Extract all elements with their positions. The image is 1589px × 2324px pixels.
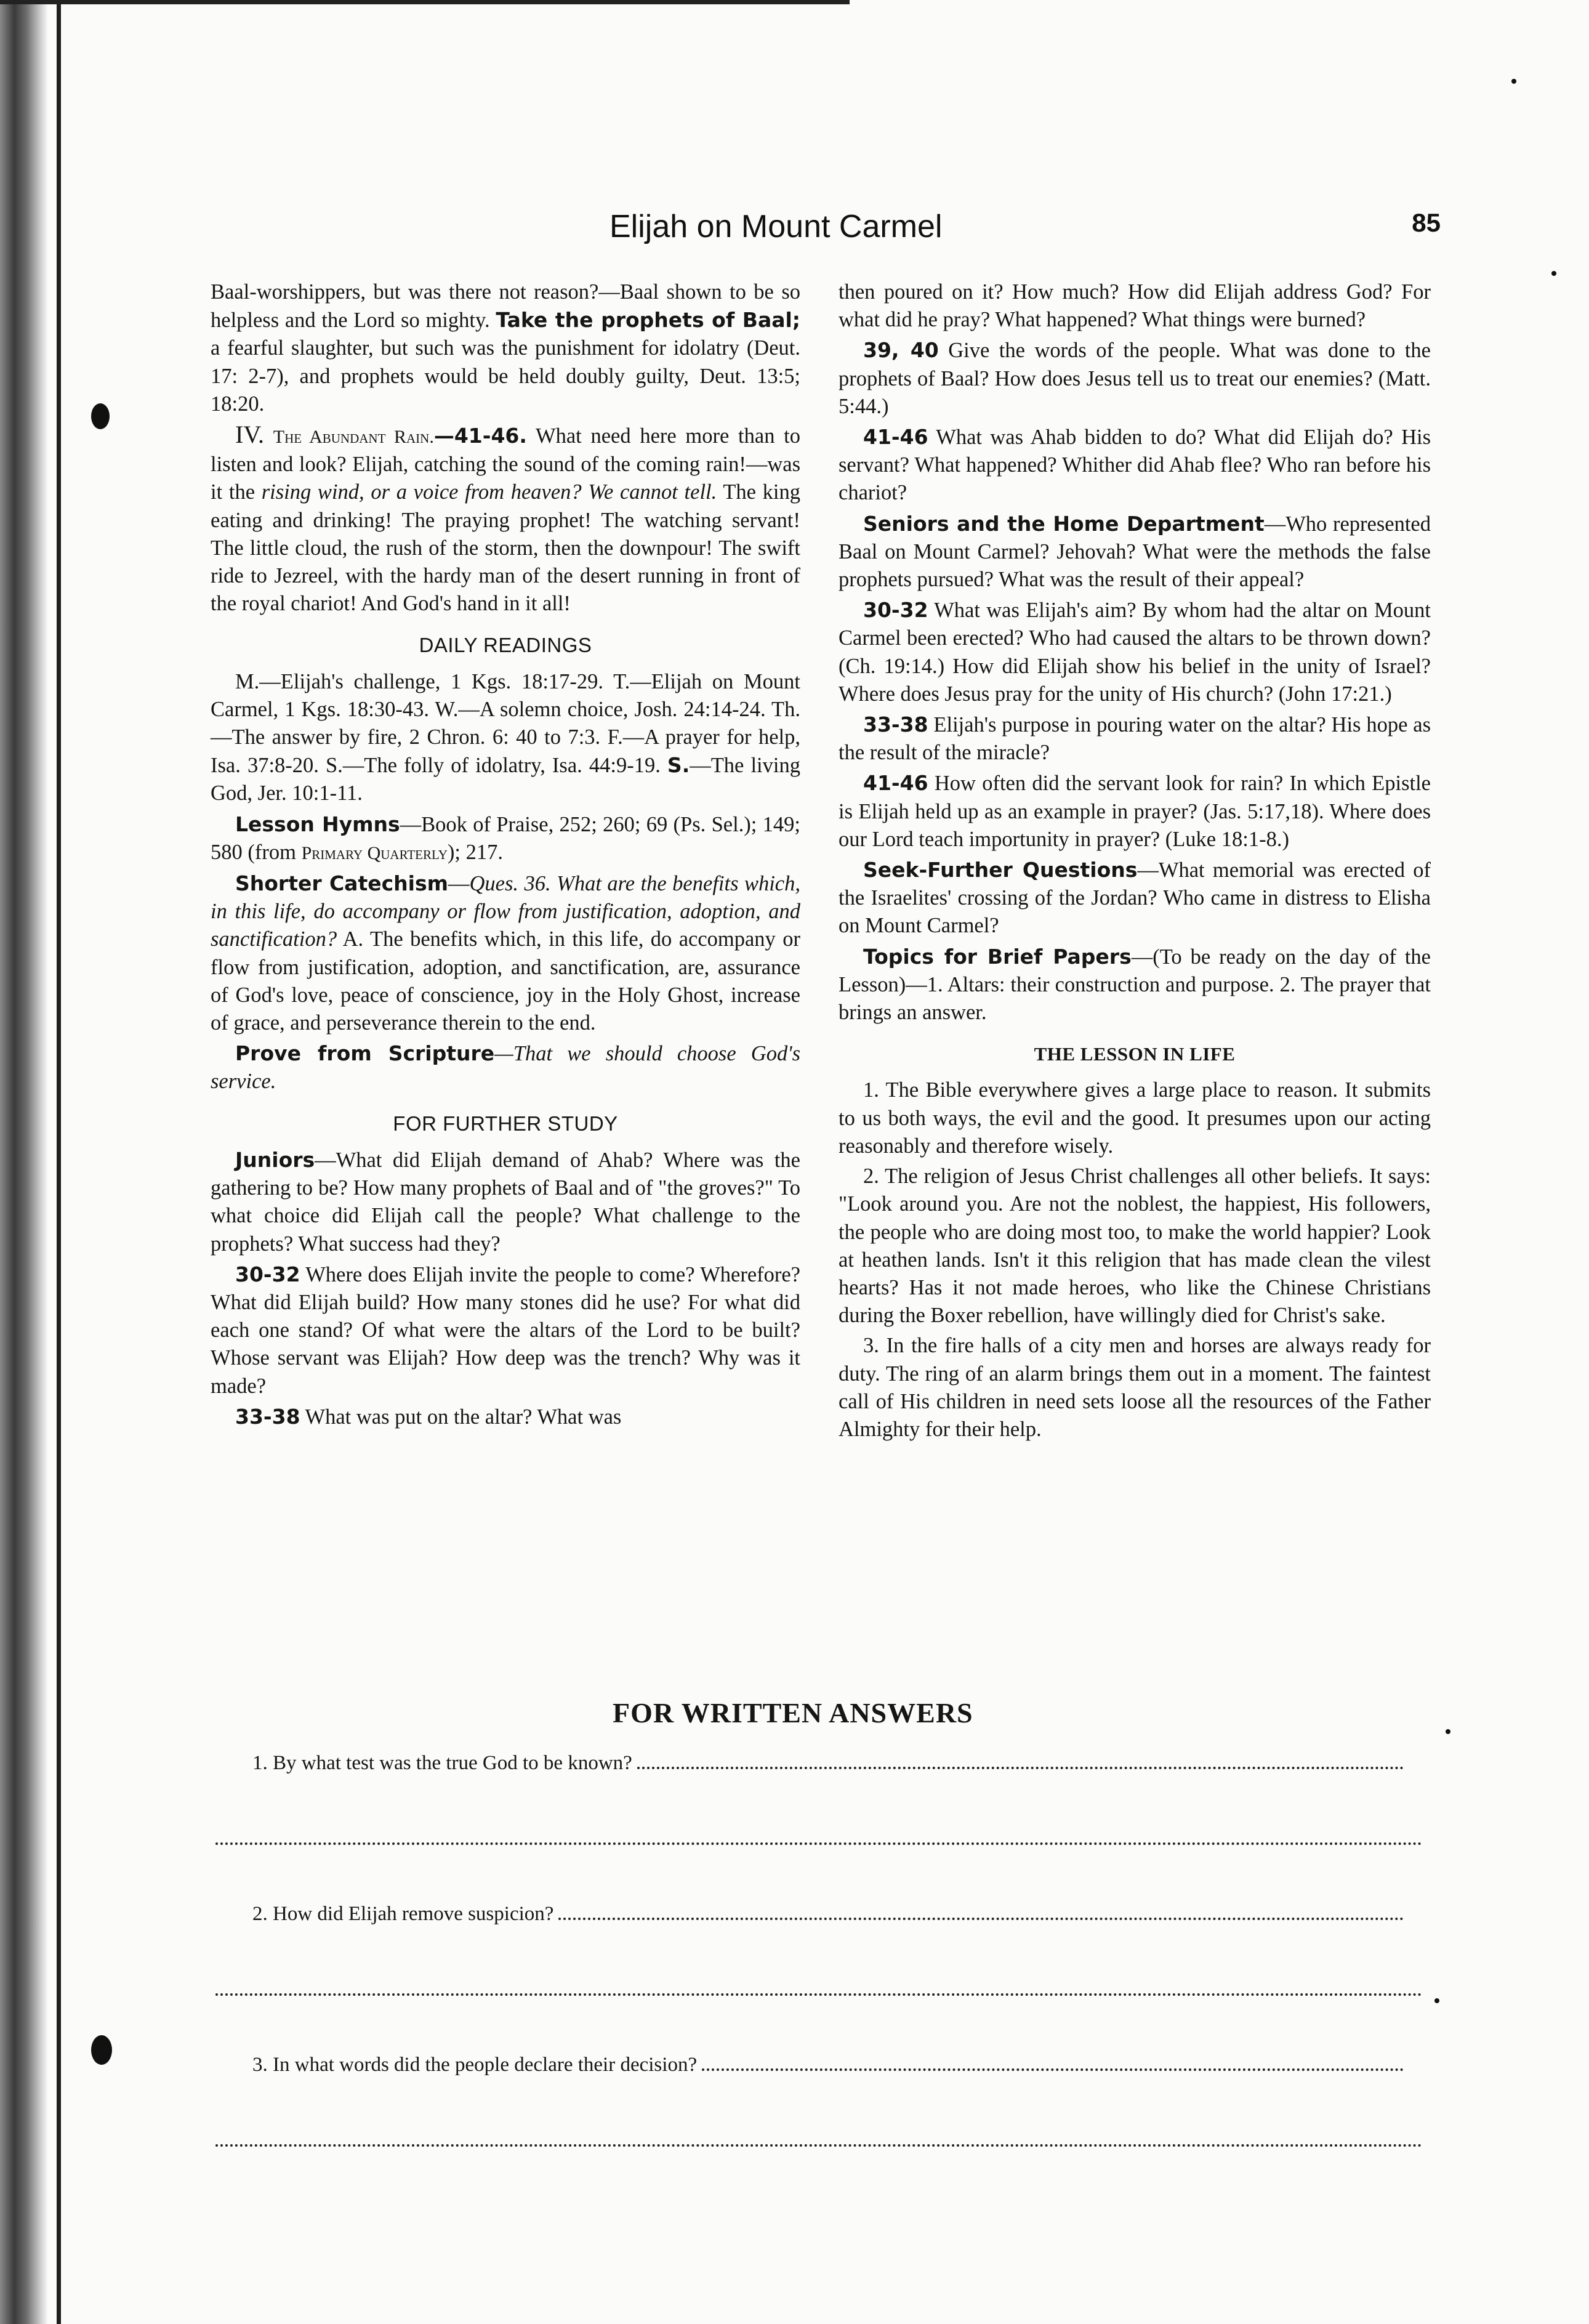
seniors-text: —Who represented Baal on Mount Carmel? Jehovah? What were the methods the false prophets pursued? What was the result of their appeal?	[839, 512, 1431, 592]
page-number: 85	[1412, 208, 1441, 237]
written-question-text: 1. By what test was the true God to be known?	[252, 1752, 632, 1774]
answer-line[interactable]	[702, 2055, 1404, 2071]
seek-further-text: —What memorial was erected of the Israelites' crossing of the Jordan? Who came in distress to Elisha on Mount Carmel?	[839, 858, 1431, 938]
written-question-2	[252, 1903, 1404, 1926]
continued-questions: then poured on it? How much? How did Elijah address God? For what did he pray? What happened? What things were burned?	[839, 280, 1431, 332]
paper-speck	[1434, 1998, 1439, 2003]
prove-label: Prove from Scripture	[235, 1041, 495, 1066]
verse-ref: 30-32	[235, 1262, 300, 1286]
answer-line[interactable]	[637, 1753, 1404, 1769]
verse-ref: 39, 40	[863, 338, 939, 363]
daily-readings-text: M.—Elijah's challenge, 1 Kgs. 18:17-29. T.—Elijah on Mount Carmel, 1 Kgs. 18:30-43. W.—A solemn choice, Josh. 24:14-24. Th.—The answer by fire, 2 Chron. 6: 40 to 7:3. F.—A prayer for help, Isa. 37:8-20. S.—The folly of idolatry, Isa. 44:9-19.	[211, 669, 800, 778]
questions-text: Give the words of the people. What was done to the prophets of Baal? How does Jesus tell us to treat our enemies? (Matt. 5:44.)	[839, 339, 1431, 418]
top-edge-rule	[0, 0, 850, 4]
lesson-in-life-heading: THE LESSON IN LIFE	[1034, 1043, 1236, 1065]
section-numeral: IV.	[235, 421, 265, 449]
seniors-questions	[839, 510, 1431, 594]
answer-line[interactable]	[215, 1993, 1422, 1996]
verse-ref: 41-46	[863, 771, 928, 796]
intro-text: Baal-worshippers, but was there not reason?—Baal shown to be so helpless and the Lord so mighty.	[211, 280, 800, 333]
catechism-question: What are the benefits which, in this life, do accompany or flow from justification, adoption, and sanctification?	[211, 872, 800, 951]
margin-rule	[57, 0, 61, 2324]
written-answers-heading: FOR WRITTEN ANSWERS	[613, 1697, 973, 1729]
questions-39-40	[839, 336, 1431, 421]
written-question-1	[252, 1752, 1404, 1775]
questions-41-46	[839, 423, 1431, 507]
daily-readings	[211, 668, 800, 808]
juniors-text: —What did Elijah demand of Ahab? Where was the gathering to be? How many prophets of Baal and of "the groves?" To what choice did Elijah call the people? What challenge to the prophets? What success had they?	[211, 1148, 800, 1256]
catechism-question-number: Ques. 36.	[469, 872, 551, 896]
further-study-heading: FOR FURTHER STUDY	[393, 1112, 618, 1135]
binding-hole	[91, 403, 110, 429]
catechism-label: Shorter Catechism	[235, 871, 449, 896]
questions-text: Elijah's purpose in pouring water on the altar? His hope as the result of the miracle?	[839, 713, 1431, 765]
left-column	[211, 278, 800, 1434]
section-abundant-rain	[211, 421, 800, 618]
seniors-41-46	[839, 769, 1431, 853]
topics-text: —(To be ready on the day of the Lesson)—1. Altars: their construction and purpose. 2. The prayer that brings an answer.	[839, 945, 1431, 1025]
juniors-label: Juniors	[235, 1147, 315, 1172]
right-column	[839, 278, 1431, 1446]
seniors-30-32	[839, 596, 1431, 708]
lesson-hymns-text-end: ); 217.	[447, 840, 503, 864]
lesson-hymns-smallcaps: Primary Quarterly	[301, 842, 448, 863]
section-text: What need here more than to listen and look? Elijah, catching the sound of the coming rain!—was it the	[211, 424, 801, 504]
daily-readings-text-end: —The living God, Jer. 10:1-11.	[211, 754, 800, 805]
questions-text: Where does Elijah invite the people to come? Wherefore? What did Elijah build? How many stones did he use? For what did each one stand? Of what were the altars of the Lord to be built? Whose servant was Elijah? How deep was the trench? Why was it made?	[211, 1262, 800, 1398]
questions-33-38	[211, 1403, 800, 1431]
answer-line[interactable]	[215, 2144, 1422, 2147]
topics-brief-papers	[839, 943, 1431, 1027]
written-question-text: 2. How did Elijah remove suspicion?	[252, 1903, 554, 1925]
paper-speck	[1511, 79, 1516, 84]
verse-ref: 33-38	[235, 1404, 300, 1429]
catechism-answer: A. The benefits which, in this life, do accompany or flow from justification, adoption, and sanctification, are, assurance of God's love, peace of conscience, joy in the Holy Ghost, increase of grace, and perseverance therein to the end.	[211, 927, 800, 1035]
daily-readings-sunday: S.	[667, 753, 690, 778]
seniors-label: Seniors and the Home Department	[863, 511, 1265, 536]
life-point-3: 3. In the fire halls of a city men and horses are always ready for duty. The ring of an alarm brings them out in a moment. The faintest call of His children in need sets loose all the resources of the Father Almighty for their help.	[839, 1334, 1431, 1441]
paper-speck	[1551, 271, 1556, 276]
seek-further-questions	[839, 856, 1431, 940]
page-title: Elijah on Mount Carmel	[609, 209, 943, 244]
written-question-text: 3. In what words did the people declare their decision?	[252, 2054, 698, 2076]
seniors-33-38	[839, 711, 1431, 767]
answer-line[interactable]	[558, 1904, 1404, 1920]
book-spine-shadow	[0, 0, 48, 2324]
shorter-catechism	[211, 869, 800, 1037]
section-verses: —41-46.	[433, 424, 527, 448]
section-italic: rising wind, or a voice from heaven? We cannot tell.	[261, 480, 717, 504]
verse-ref: 30-32	[863, 598, 928, 623]
questions-text: How often did the servant look for rain? In which Epistle is Elijah held up as an example in prayer? (Jas. 5:17,18). Where does our Lord teach importunity in prayer? (Luke 18:1-8.)	[839, 772, 1431, 851]
binding-hole	[91, 2035, 112, 2065]
daily-readings-heading: DAILY READINGS	[419, 634, 592, 657]
paper-speck	[1446, 1729, 1450, 1734]
verse-ref: 33-38	[863, 712, 928, 737]
section-text-end: The king eating and drinking! The praying prophet! The watching servant! The little cloud, the rush of the storm, then the downpour! The swift ride to Jezreel, with the hardy man of the desert running in front of the royal chariot! And God's hand in it all!	[211, 480, 800, 616]
lesson-hymns-text: —Book of Praise, 252; 260; 69 (Ps. Sel.); 149; 580 (from	[211, 812, 800, 864]
written-question-3	[252, 2054, 1404, 2076]
catechism-dash: —	[448, 872, 470, 896]
lesson-hymns	[211, 810, 800, 867]
intro-bold: Take the prophets of Baal;	[496, 308, 800, 333]
life-point-2: 2. The religion of Jesus Christ challenges all other beliefs. It says: "Look around you. Are not the noblest, the happiest, His followers, the people who are doing most too, to make the world happier? Look at heathen lands. Isn't it this religion that has made clean the vilest hearts? Has it not made heroes, who like the Chinese Christians during the Boxer rebellion, have willingly died for Christ's sake.	[839, 1164, 1431, 1328]
intro-text-end: a fearful slaughter, but such was the punishment for idolatry (Deut. 17: 2-7), and prophets would be held doubly guilty, Deut. 13:5; 18:20.	[211, 336, 800, 416]
verse-ref: 41-46	[863, 425, 928, 450]
intro-paragraph	[211, 278, 800, 418]
questions-text: What was put on the altar? What was	[300, 1405, 622, 1429]
lesson-hymns-label: Lesson Hymns	[235, 812, 400, 836]
seek-further-label: Seek-Further Questions	[863, 858, 1138, 882]
questions-text: What was Elijah's aim? By whom had the altar on Mount Carmel been erected? Who had caused the altars to be thrown down? (Ch. 19:14.) How did Elijah show his belief in the unity of Israel? Where does Jesus pray for the unity of His church? (John 17:21.)	[839, 599, 1431, 706]
prove-text: —That we should choose God's service.	[211, 1042, 800, 1094]
questions-text: What was Ahab bidden to do? What did Elijah do? His servant? What happened? Whither did Ahab flee? Who ran before his chariot?	[839, 426, 1431, 505]
life-point-1: 1. The Bible everywhere gives a large place to reason. It submits to us both ways, the evil and the good. It presumes upon our acting reasonably and therefore wisely.	[839, 1078, 1431, 1158]
answer-line[interactable]	[215, 1842, 1422, 1845]
section-title: The Abundant Rain.	[273, 427, 434, 448]
juniors-questions	[211, 1146, 800, 1258]
topics-label: Topics for Brief Papers	[863, 944, 1132, 969]
page-header	[185, 208, 1441, 251]
prove-from-scripture	[211, 1039, 800, 1095]
questions-30-32	[211, 1261, 800, 1400]
